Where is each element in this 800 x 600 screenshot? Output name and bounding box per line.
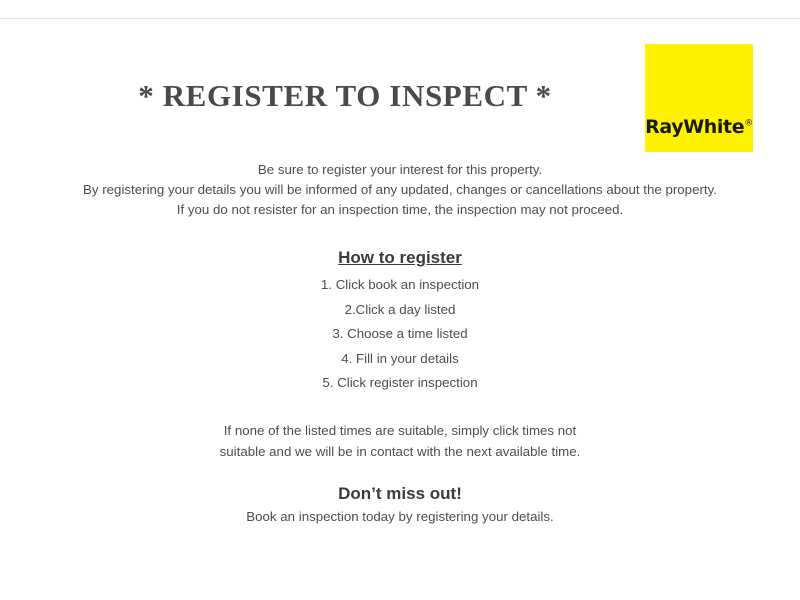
list-item: 4. Fill in your details: [341, 350, 459, 366]
list-item: 5. Click register inspection: [322, 375, 478, 390]
steps-list: [0, 273, 800, 396]
raywhite-logo: [645, 44, 753, 152]
top-divider: [0, 18, 800, 19]
outro-heading: Don’t miss out!: [338, 484, 462, 503]
registered-trademark-icon: ®: [744, 118, 753, 129]
raywhite-logo-wordmark: RayWhite: [645, 116, 745, 138]
intro-paragraph: [0, 160, 800, 220]
how-to-register-heading: How to register: [338, 248, 462, 267]
intro-line-3: If you do not resister for an inspection time, the inspection may not proceed.: [176, 202, 624, 217]
list-item: 2.Click a day listed: [344, 301, 456, 317]
list-item: 1. Click book an inspection: [320, 277, 480, 292]
note-line-2: suitable and we will be in contact with the next available time.: [219, 444, 581, 459]
times-not-suitable-note: [0, 420, 800, 462]
list-item: 3. Choose a time listed: [332, 326, 468, 341]
note-line-1: If none of the listed times are suitable, simply click times not: [223, 423, 577, 438]
raywhite-logo-text: [645, 116, 753, 138]
outro-text: Book an inspection today by registering your details.: [246, 509, 554, 524]
intro-line-1: Be sure to register your interest for this property.: [257, 162, 543, 177]
page-title: * REGISTER TO INSPECT *: [138, 78, 552, 113]
intro-line-2: By registering your details you will be informed of any updated, changes or cancellations about the property.: [83, 182, 717, 197]
